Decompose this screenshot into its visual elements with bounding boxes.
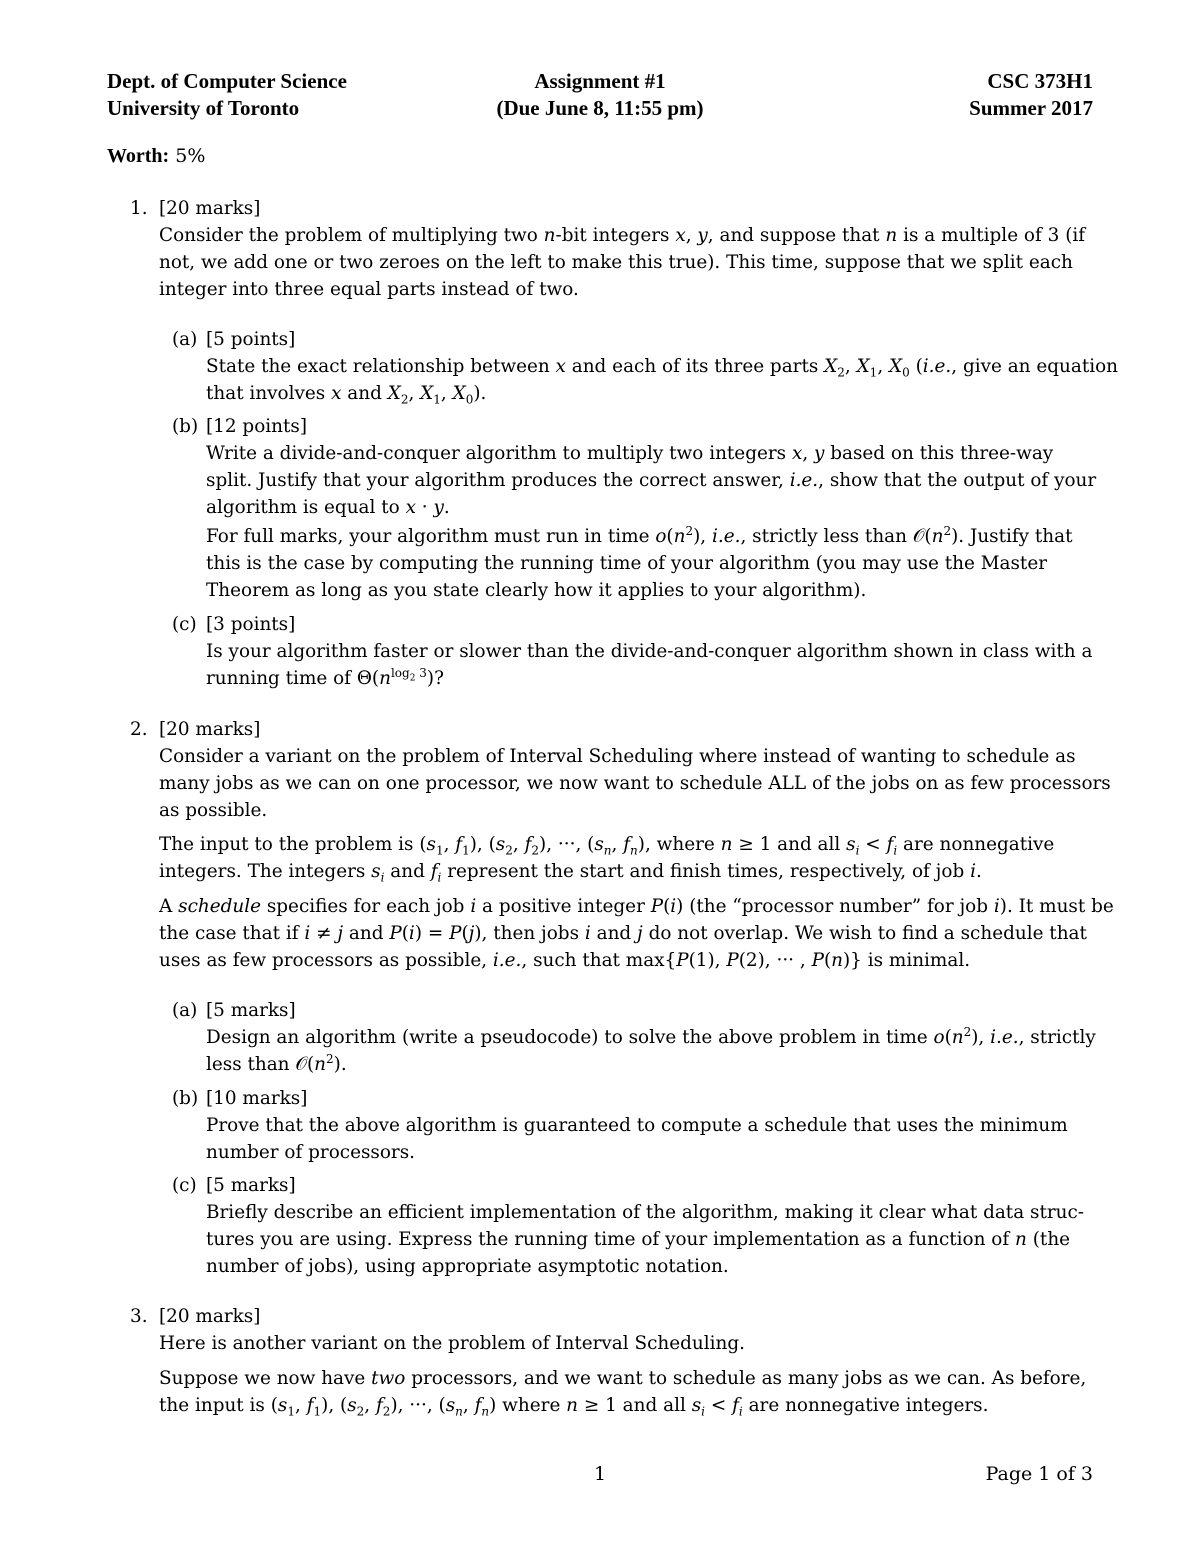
q3-marks: [20 marks] bbox=[159, 1306, 261, 1327]
q2a-label: (a) bbox=[172, 1000, 198, 1021]
q2b-line2: number of processors. bbox=[206, 1142, 415, 1163]
worth-label: Worth: bbox=[107, 145, 170, 167]
q2-line5: integers. The integers $s_i$ and $f_i$ represent the start and finish times, respectively, of job i. bbox=[159, 861, 982, 885]
q1c-line2: running time of $\Theta(n^{log_2 3})$? bbox=[206, 665, 444, 689]
q1b-line6: Theorem as long as you state clearly how it applies to your algorithm). bbox=[206, 580, 867, 601]
q1b-points: [12 points] bbox=[206, 416, 307, 437]
q2c-line2: tures you are using. Express the running time of your implementation as a function of n (the bbox=[206, 1229, 1071, 1250]
q1c-label: (c) bbox=[172, 614, 197, 635]
worth-value: 5% bbox=[175, 145, 206, 167]
q1-text-line1: Consider the problem of multiplying two n-bit integers x, y, and suppose that n is a multiple of 3 (if bbox=[159, 225, 1086, 246]
q3-line3: the input is ($s_1$, $f_1$), ($s_2$, $f_2$), ···, ($s_n$, $f_n$) where n ≥ 1 and all $s_i < f_i$ are nonnegative integers. bbox=[159, 1395, 989, 1419]
q2-number: 2. bbox=[130, 719, 148, 740]
q2c-marks: [5 marks] bbox=[206, 1175, 296, 1196]
q1c-line1: Is your algorithm faster or slower than the divide-and-conquer algorithm shown in class with a bbox=[206, 641, 1093, 662]
q2-marks: [20 marks] bbox=[159, 719, 261, 740]
dept-name: Dept. of Computer Science bbox=[107, 69, 347, 93]
q1a-label: (a) bbox=[172, 329, 198, 350]
q2c-line3: number of jobs), using appropriate asymptotic notation. bbox=[206, 1256, 729, 1277]
q1-text-line3: integer into three equal parts instead of two. bbox=[159, 279, 579, 300]
header-right bbox=[969, 68, 1093, 122]
q1b-label: (b) bbox=[172, 416, 199, 437]
q3-line2: Suppose we now have two processors, and we want to schedule as many jobs as we can. As before, bbox=[159, 1368, 1087, 1389]
q1c-points: [3 points] bbox=[206, 614, 296, 635]
footer-page-of: Page 1 of 3 bbox=[985, 1463, 1093, 1485]
university-name: University of Toronto bbox=[107, 96, 300, 120]
q1-marks: [20 marks] bbox=[159, 198, 261, 219]
q1a-line2: that involves x and $X_2$, $X_1$, $X_0$). bbox=[206, 383, 487, 407]
q2a-line2: less than $𝒪(n^2)$. bbox=[206, 1051, 347, 1075]
q2-line2: many jobs as we can on one processor, we now want to schedule ALL of the jobs on as few processors bbox=[159, 773, 1111, 794]
q1b-line5: this is the case by computing the running time of your algorithm (you may use the Master bbox=[206, 553, 1047, 574]
q1a-points: [5 points] bbox=[206, 329, 296, 350]
q2-line3: as possible. bbox=[159, 800, 268, 821]
q2a-marks: [5 marks] bbox=[206, 1000, 296, 1021]
assignment-title: Assignment #1 bbox=[534, 69, 666, 93]
q2b-line1: Prove that the above algorithm is guaranteed to compute a schedule that uses the minimum bbox=[206, 1115, 1068, 1136]
q2b-label: (b) bbox=[172, 1088, 199, 1109]
q1-number: 1. bbox=[130, 198, 148, 219]
worth-line bbox=[107, 145, 205, 168]
q1b-line4: For full marks, your algorithm must run in time $o(n^2)$, i.e., strictly less than $𝒪(n^2)$. Justify that bbox=[206, 523, 1073, 547]
q2-line8: uses as few processors as possible, i.e., such that max{P(1), P(2), ··· , P(n)} is minimal. bbox=[159, 950, 971, 971]
q1a-line1: State the exact relationship between x and each of its three parts $X_2$, $X_1$, $X_0$ (i.e., give an equation bbox=[206, 356, 1119, 380]
q2-line4: The input to the problem is ($s_1$, $f_1$), ($s_2$, $f_2$), ···, ($s_n$, $f_n$), where n ≥ 1 and all $s_i < f_i$ are nonnegative bbox=[159, 834, 1055, 858]
q2c-line1: Briefly describe an efficient implementation of the algorithm, making it clear what data struc- bbox=[206, 1202, 1084, 1223]
q3-line1: Here is another variant on the problem of Interval Scheduling. bbox=[159, 1333, 745, 1354]
q1b-line1: Write a divide-and-conquer algorithm to multiply two integers x, y based on this three-way bbox=[206, 443, 1054, 464]
due-date: (Due June 8, 11:55 pm) bbox=[496, 96, 704, 120]
q1b-line3: algorithm is equal to x · y. bbox=[206, 497, 450, 518]
q2c-label: (c) bbox=[172, 1175, 197, 1196]
course-code: CSC 373H1 bbox=[987, 69, 1093, 93]
q2-line6: A schedule specifies for each job i a positive integer P(i) (the “processor number” for job i). It must be bbox=[159, 896, 1114, 917]
q2-line1: Consider a variant on the problem of Interval Scheduling where instead of wanting to schedule as bbox=[159, 746, 1076, 767]
term: Summer 2017 bbox=[969, 96, 1093, 120]
q2a-line1: Design an algorithm (write a pseudocode) to solve the above problem in time $o(n^2)$, i.e., strictly bbox=[206, 1024, 1096, 1048]
q2-line7: the case that if i ≠ j and P(i) = P(j), then jobs i and j do not overlap. We wish to find a schedule that bbox=[159, 923, 1087, 944]
q3-number: 3. bbox=[130, 1306, 148, 1327]
q2b-marks: [10 marks] bbox=[206, 1088, 308, 1109]
q1b-line2: split. Justify that your algorithm produces the correct answer, i.e., show that the output of your bbox=[206, 470, 1097, 491]
footer-page-number: 1 bbox=[593, 1463, 607, 1485]
q1-text-line2: not, we add one or two zeroes on the left to make this true). This time, suppose that we split each bbox=[159, 252, 1073, 273]
